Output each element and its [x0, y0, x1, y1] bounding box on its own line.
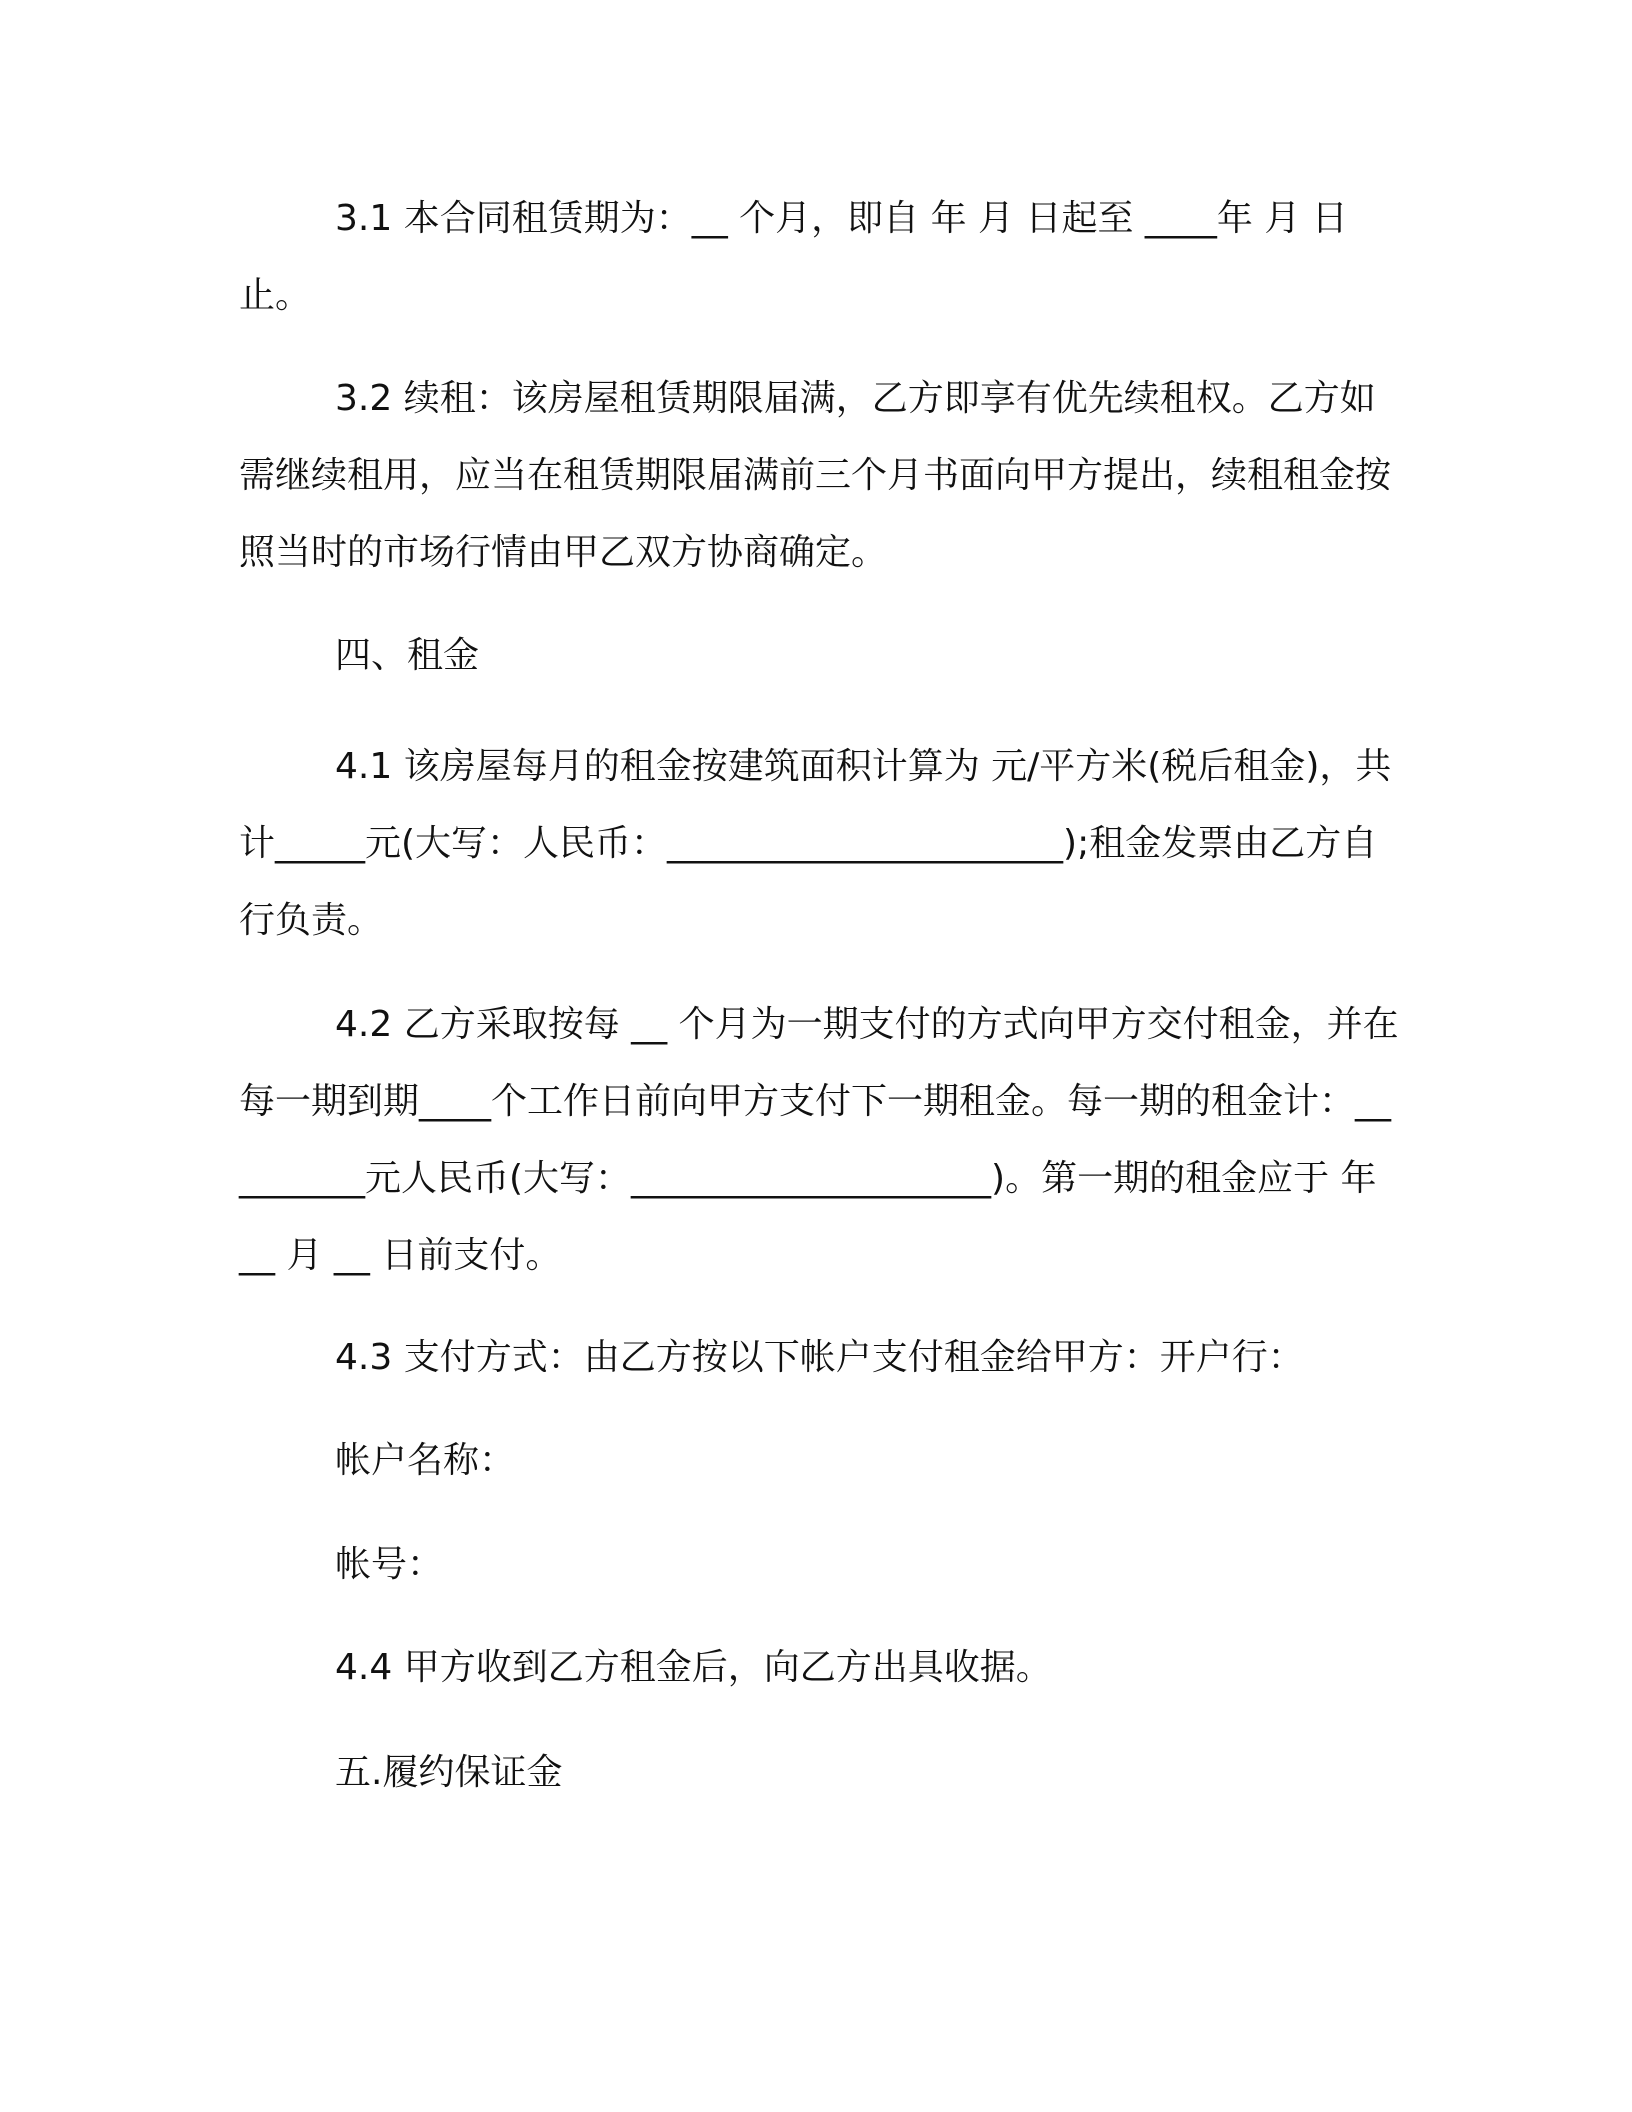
section-4-heading-rent: 四、租金	[335, 635, 480, 676]
clause-4-2-payment-schedule: 4.2 乙方采取按每 __ 个月为一期支付的方式向甲方交付租金，并在每一期到期____个工作日前向甲方支付下一期租金。每一期的租金计：_________元人民币(大写：____________________)。第一期的租金应于 年 __ 月 __ 日前支付。	[239, 1004, 1399, 1276]
account-name-line: 帐户名称：	[335, 1440, 516, 1481]
clause-4-4-receipt: 4.4 甲方收到乙方租金后，向乙方出具收据。	[335, 1647, 1052, 1688]
clause-4-3-payment-method: 4.3 支付方式：由乙方按以下帐户支付租金给甲方：开户行：	[335, 1337, 1304, 1378]
clause-4-1-rent-amount: 4.1 该房屋每月的租金按建筑面积计算为 元/平方米(税后租金)，共计_____元(大写：人民币：______________________);租金发票由乙方自行负责。	[239, 746, 1392, 941]
clause-3-1-lease-term: 3.1 本合同租赁期为：__ 个月，即自 年 月 日起至 ____年 月 日止。	[239, 198, 1348, 316]
clause-3-2-renewal: 3.2 续租：该房屋租赁期限届满，乙方即享有优先续租权。乙方如需继续租用，应当在租赁期限届满前三个月书面向甲方提出，续租租金按照当时的市场行情由甲乙双方协商确定。	[239, 378, 1392, 573]
account-number-line: 帐号：	[335, 1544, 444, 1585]
section-5-heading-deposit: 五.履约保证金	[335, 1752, 563, 1793]
